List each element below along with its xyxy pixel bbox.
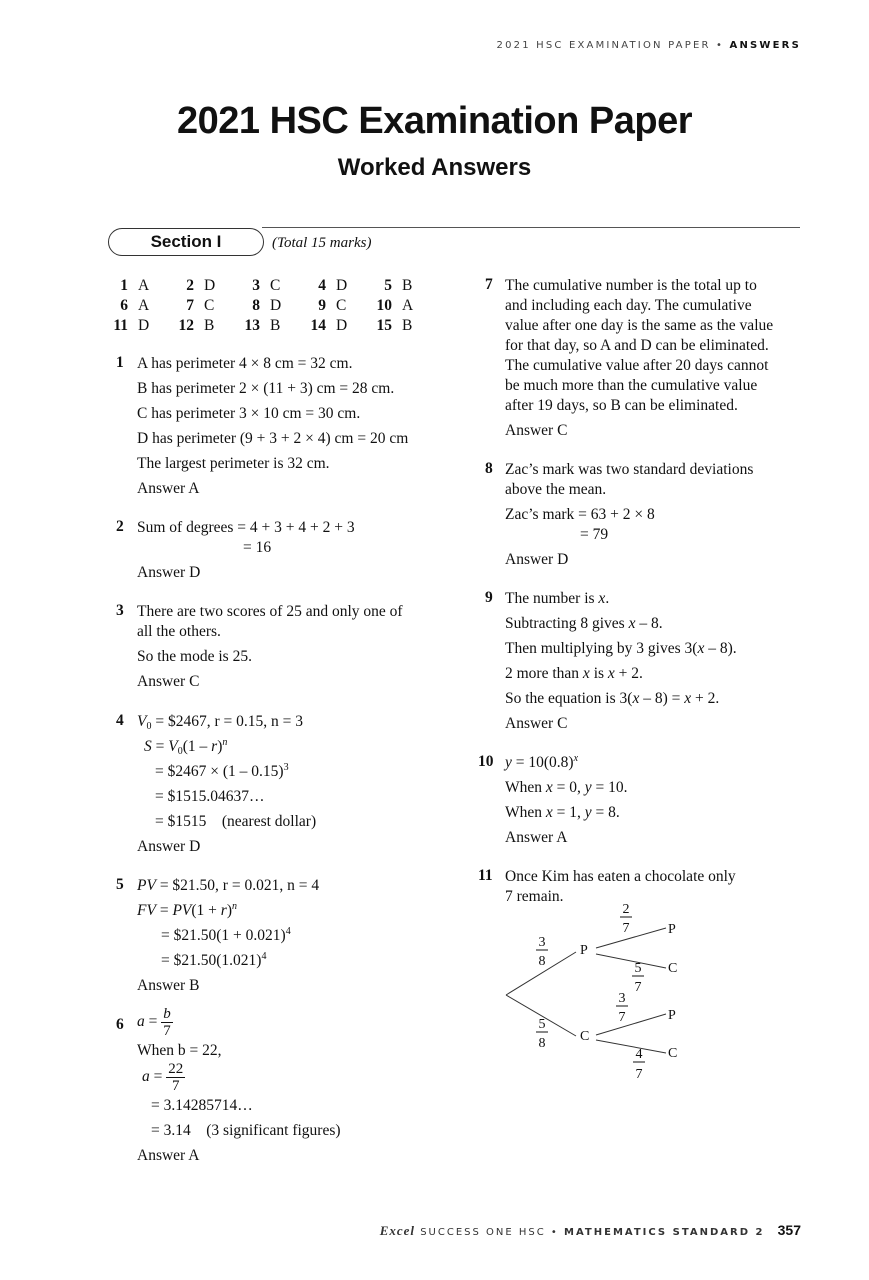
question-1-answer bbox=[137, 354, 408, 499]
answer-line: When x = 0, y = 10. bbox=[505, 779, 628, 796]
answer-line: Subtracting 8 gives x – 8. bbox=[505, 615, 663, 632]
answer-line: = $21.50(1 + 0.021)$^4$ bbox=[161, 926, 291, 944]
grid-question-number: 5 bbox=[384, 277, 392, 294]
question-number: 2 bbox=[116, 518, 124, 535]
question-number: 6 bbox=[116, 1016, 124, 1033]
grid-answer: D bbox=[204, 277, 216, 294]
grid-answer: B bbox=[402, 277, 413, 294]
answer-line: value after one day is the same as the value bbox=[505, 317, 774, 334]
section-rule bbox=[262, 227, 800, 228]
answer-line: all the others. bbox=[137, 623, 221, 640]
question-number: 1 bbox=[116, 354, 124, 371]
answer-choice: Answer A bbox=[505, 829, 568, 846]
svg-text:7: 7 bbox=[635, 1067, 643, 1082]
answer-line: C has perimeter 3 × 10 cm = 30 cm. bbox=[137, 405, 361, 422]
answer-line: The number is x. bbox=[505, 590, 610, 607]
tree-node-label: P bbox=[668, 1008, 676, 1023]
grid-answer: A bbox=[402, 297, 414, 314]
tree-node-label: P bbox=[668, 922, 676, 937]
answer-line: Then multiplying by 3 gives 3(x – 8). bbox=[505, 640, 737, 657]
grid-answer: D bbox=[336, 317, 348, 334]
question-9-answer bbox=[505, 589, 737, 734]
question-5-answer bbox=[137, 876, 319, 996]
grid-question-number: 14 bbox=[310, 317, 326, 334]
question-number: 11 bbox=[478, 867, 493, 884]
answer-line: = $1515 (nearest dollar) bbox=[155, 813, 317, 830]
answer-line: $y = 10(0.8)^x$ bbox=[505, 753, 579, 771]
answer-line: Zac’s mark was two standard deviations bbox=[505, 461, 754, 478]
svg-text:7: 7 bbox=[618, 1010, 626, 1025]
answer-choice: Answer A bbox=[137, 1147, 200, 1164]
branch-C-to-C bbox=[596, 1040, 666, 1053]
grid-answer: D bbox=[138, 317, 150, 334]
running-head-left: 2021 HSC EXAMINATION PAPER bbox=[496, 40, 711, 51]
probability-fraction bbox=[620, 902, 632, 936]
question-number: 7 bbox=[485, 276, 493, 293]
probability-fraction bbox=[536, 1017, 548, 1051]
grid-question-number: 10 bbox=[376, 297, 392, 314]
grid-answer: C bbox=[204, 297, 215, 314]
answer-line: = 79 bbox=[580, 526, 609, 543]
answer-line: Sum of degrees = 4 + 3 + 4 + 2 + 3 bbox=[137, 519, 355, 536]
answer-line: So the mode is 25. bbox=[137, 648, 252, 665]
answer-line: and including each day. The cumulative bbox=[505, 297, 752, 314]
question-number: 8 bbox=[485, 460, 493, 477]
tree-node-label: C bbox=[580, 1029, 590, 1044]
answer-choice: Answer D bbox=[137, 564, 201, 581]
answer-line: D has perimeter (9 + 3 + 2 × 4) cm = 20 cm bbox=[137, 430, 409, 447]
grid-answer: C bbox=[336, 297, 347, 314]
answer-line: The cumulative number is the total up to bbox=[505, 277, 757, 294]
question-10-answer bbox=[505, 753, 628, 848]
footer-series: SUCCESS ONE HSC bbox=[420, 1227, 546, 1238]
answer-choice: Answer C bbox=[505, 422, 568, 439]
answer-line: There are two scores of 25 and only one of bbox=[137, 603, 403, 620]
answer-line: be much more than the cumulative value bbox=[505, 377, 758, 394]
page-subtitle: Worked Answers bbox=[337, 154, 532, 181]
answer-line: $S = V_0(1 - r)^n$ bbox=[144, 737, 228, 757]
probability-tree-diagram bbox=[500, 900, 700, 1090]
grid-answer: C bbox=[270, 277, 281, 294]
svg-text:8: 8 bbox=[538, 954, 546, 969]
tree-node-label: C bbox=[668, 961, 678, 976]
answer-line: = $\$21.50(1.021)^4$ bbox=[161, 951, 267, 969]
answer-line: PV = $21.50, r = 0.021, n = 4 bbox=[137, 877, 320, 894]
tree-node-label: C bbox=[668, 1046, 678, 1061]
answer-choice: Answer C bbox=[505, 715, 568, 732]
grid-answer: D bbox=[270, 297, 282, 314]
answer-line: When x = 1, y = 8. bbox=[505, 804, 620, 821]
answer-grid-row bbox=[108, 316, 438, 336]
page-number: 357 bbox=[777, 1222, 801, 1238]
running-head bbox=[497, 40, 801, 51]
question-7-answer bbox=[505, 276, 773, 441]
grid-question-number: 11 bbox=[113, 317, 128, 334]
svg-text:7: 7 bbox=[634, 980, 642, 995]
probability-fraction bbox=[632, 961, 644, 995]
answer-line: = $1515.04637… bbox=[155, 788, 265, 805]
question-8-answer bbox=[505, 460, 753, 570]
grid-question-number: 13 bbox=[244, 317, 260, 334]
tree-node-label: P bbox=[580, 943, 588, 958]
question-number: 3 bbox=[116, 602, 124, 619]
fraction: $\frac{b}{7}$ bbox=[163, 1006, 171, 1039]
svg-text:8: 8 bbox=[538, 1036, 546, 1051]
question-number: 5 bbox=[116, 876, 124, 893]
answer-line: for that day, so A and D can be eliminated. bbox=[505, 337, 769, 354]
answer-line: a = $\frac{22}{7}$ bbox=[142, 1061, 184, 1094]
branch-C-to-P bbox=[596, 1014, 666, 1035]
svg-text:5: 5 bbox=[538, 1017, 546, 1032]
answer-choice: Answer A bbox=[137, 480, 200, 497]
answer-line: above the mean. bbox=[505, 481, 607, 498]
answer-line: a = $\frac{b}{7}$ bbox=[137, 1006, 171, 1039]
answer-line: after 19 days, so B can be eliminated. bbox=[505, 397, 738, 414]
page-footer bbox=[380, 1222, 801, 1239]
answer-line: 2 more than x is x + 2. bbox=[505, 665, 643, 682]
branch-P-to-P bbox=[596, 928, 666, 948]
answer-line: = 16 bbox=[243, 539, 272, 556]
grid-answer: A bbox=[138, 297, 150, 314]
grid-answer: D bbox=[336, 277, 348, 294]
answer-line: The largest perimeter is 32 cm. bbox=[137, 455, 330, 472]
svg-text:3: 3 bbox=[618, 991, 626, 1006]
answer-line: Zac’s mark = 63 + 2 × 8 bbox=[505, 506, 655, 523]
fraction: $\frac{22}{7}$ bbox=[168, 1061, 184, 1094]
question-3-answer bbox=[137, 602, 403, 692]
answer-line: 7 remain. bbox=[505, 888, 564, 905]
probability-fraction bbox=[536, 935, 548, 969]
grid-answer: B bbox=[270, 317, 281, 334]
question-4-answer bbox=[137, 712, 316, 857]
footer-separator: • bbox=[550, 1227, 559, 1238]
answer-line: = 3.14285714… bbox=[151, 1097, 253, 1114]
svg-text:4: 4 bbox=[635, 1047, 643, 1062]
grid-question-number: 15 bbox=[376, 317, 392, 334]
answer-grid bbox=[108, 276, 438, 336]
footer-subject: MATHEMATICS STANDARD 2 bbox=[564, 1227, 765, 1238]
grid-question-number: 2 bbox=[186, 277, 194, 294]
question-2-answer bbox=[137, 518, 355, 583]
grid-question-number: 8 bbox=[252, 297, 260, 314]
footer-brand: Excel bbox=[379, 1223, 416, 1238]
grid-answer: B bbox=[402, 317, 413, 334]
grid-question-number: 6 bbox=[120, 297, 128, 314]
grid-question-number: 4 bbox=[318, 277, 326, 294]
grid-question-number: 1 bbox=[120, 277, 128, 294]
answer-line: $V_0$ = $2467, r = 0.15, n = 3 bbox=[137, 713, 303, 732]
answer-line: The cumulative value after 20 days cannot bbox=[505, 357, 769, 374]
grid-answer: B bbox=[204, 317, 215, 334]
running-head-right: ANSWERS bbox=[729, 40, 801, 51]
grid-answer: A bbox=[138, 277, 150, 294]
branch-P-to-C bbox=[596, 954, 666, 968]
probability-fraction bbox=[616, 991, 628, 1025]
grid-question-number: 7 bbox=[186, 297, 194, 314]
question-number: 10 bbox=[478, 753, 494, 770]
section-marks: (Total 15 marks) bbox=[272, 235, 372, 251]
answer-line: FV = $PV(1 + r)^n$ bbox=[137, 901, 237, 919]
answer-grid-row bbox=[108, 276, 438, 296]
grid-question-number: 12 bbox=[178, 317, 194, 334]
svg-text:7: 7 bbox=[622, 921, 630, 936]
svg-text:3: 3 bbox=[538, 935, 546, 950]
grid-question-number: 9 bbox=[318, 297, 326, 314]
answer-line: When b = 22, bbox=[137, 1042, 222, 1059]
answer-line: = 3.14 (3 significant figures) bbox=[151, 1122, 341, 1139]
section-label: Section I bbox=[150, 232, 222, 251]
answer-line: B has perimeter 2 × (11 + 3) cm = 28 cm. bbox=[137, 380, 395, 397]
svg-text:5: 5 bbox=[634, 961, 642, 976]
answer-line: = $2467 × (1 – 0.15)$^3$ bbox=[155, 762, 289, 780]
question-number: 9 bbox=[485, 589, 493, 606]
answer-choice: Answer D bbox=[505, 551, 569, 568]
answer-line: Once Kim has eaten a chocolate only bbox=[505, 868, 736, 885]
probability-fraction bbox=[633, 1047, 645, 1082]
answer-choice: Answer D bbox=[137, 838, 201, 855]
page-title: 2021 HSC Examination Paper bbox=[177, 100, 692, 142]
answer-grid-row bbox=[108, 296, 438, 316]
answer-choice: Answer B bbox=[137, 977, 200, 994]
grid-question-number: 3 bbox=[252, 277, 260, 294]
answer-line: So the equation is 3(x – 8) = x + 2. bbox=[505, 690, 720, 707]
svg-text:2: 2 bbox=[622, 902, 630, 917]
running-head-separator: • bbox=[716, 40, 725, 51]
question-6-answer bbox=[137, 1006, 341, 1166]
question-number: 4 bbox=[116, 712, 124, 729]
answer-choice: Answer C bbox=[137, 673, 200, 690]
answer-line: A has perimeter 4 × 8 cm = 32 cm. bbox=[137, 355, 353, 372]
